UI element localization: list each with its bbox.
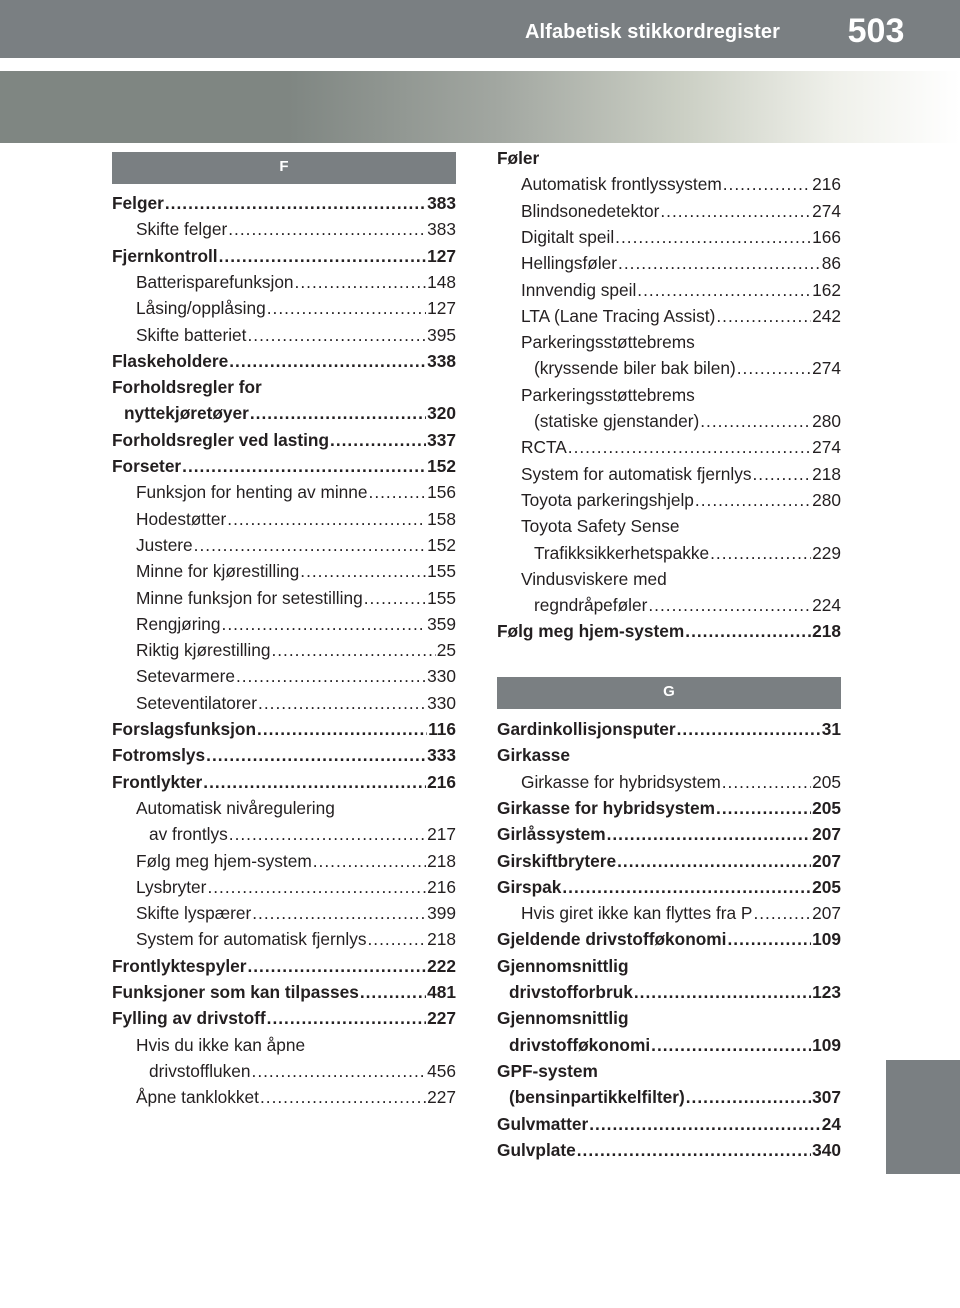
index-entry-page: 25 [436, 640, 456, 661]
index-entry-label: Skifte felger [136, 219, 228, 240]
leader-dots [271, 638, 435, 662]
index-entry-label: Frontlyktespyler [112, 955, 247, 976]
leader-dots [247, 323, 426, 347]
leader-dots [589, 1112, 821, 1136]
index-entry-page: 224 [812, 595, 841, 616]
index-entry-label: (bensinpartikkelfilter) [509, 1087, 685, 1108]
index-entry-label: drivstofforbruk [509, 982, 633, 1002]
index-entry-page: 218 [427, 850, 456, 871]
index-entry [497, 593, 841, 619]
index-entry-label: av frontlys [149, 824, 228, 845]
index-entry-page: 216 [427, 771, 456, 792]
leader-dots [330, 428, 426, 452]
index-entry-label: Girkasse for hybridsystem [521, 771, 721, 792]
index-title: Alfabetisk stikkordregister [524, 21, 780, 43]
index-entry [112, 217, 456, 243]
index-entry-label: Toyota Safety Sense [521, 516, 680, 537]
index-entry-page: 383 [427, 193, 456, 213]
leader-dots [228, 217, 426, 241]
index-entry-label: Toyota parkeringshjelp [521, 489, 694, 510]
index-entry-label: Riktig kjørestilling [136, 640, 271, 661]
index-entry [497, 172, 841, 198]
index-entry [112, 822, 456, 848]
index-entry [112, 743, 456, 769]
index-entry-label: Åpne tanklokket [136, 1087, 259, 1108]
index-entry-page: 481 [427, 982, 456, 1002]
index-entry [497, 199, 841, 225]
index-entry-label: Fjernkontroll [112, 245, 218, 266]
index-entry-label: Frontlykter [112, 771, 203, 792]
index-entry [497, 980, 841, 1006]
leader-dots [300, 559, 426, 583]
index-entry-page: 216 [427, 876, 456, 897]
index-entry-page: 31 [821, 719, 841, 739]
index-entry [497, 875, 841, 901]
index-entry [112, 349, 456, 375]
index-entry-page: 229 [812, 542, 841, 563]
index-entry [112, 244, 456, 270]
index-entry-page: 127 [427, 298, 456, 319]
index-entry [497, 954, 841, 980]
leader-dots [260, 1085, 426, 1109]
leader-dots [607, 822, 812, 846]
index-entry-label: System for automatisk fjernlys [521, 463, 752, 484]
leader-dots [716, 304, 811, 328]
leader-dots [267, 1006, 427, 1030]
index-entry-page: 152 [427, 456, 456, 476]
index-entry [112, 875, 456, 901]
index-entry-label: Føler [497, 148, 540, 168]
index-entry-label: Hellingsføler [521, 253, 618, 274]
index-entry [497, 1033, 841, 1059]
index-entry [112, 375, 456, 401]
section-header-g: G [497, 677, 841, 709]
index-entry [497, 770, 841, 796]
index-entry-label: regndråpeføler [534, 595, 648, 616]
index-entry-label: Fotromslys [112, 745, 206, 766]
index-entry-label: Forholdsregler for [112, 377, 262, 398]
header-bar [0, 0, 960, 58]
leader-dots [727, 927, 811, 951]
index-entry [112, 191, 456, 217]
index-entry-label: Rengjøring [136, 613, 221, 634]
index-entry-page: 383 [427, 219, 456, 240]
index-entry-label: Parkeringsstøttebrems [521, 332, 695, 353]
index-entry-page: 123 [812, 982, 841, 1002]
index-entry-label: Girkasse for hybridsystem [497, 797, 716, 818]
index-entry-label: (statiske gjenstander) [534, 411, 700, 431]
index-entry-label: (kryssende biler bak bilen) [534, 358, 736, 379]
index-entry [497, 409, 841, 435]
index-entry-label: Følg meg hjem-system [497, 621, 685, 642]
leader-dots [313, 849, 426, 873]
index-entry [112, 1006, 456, 1032]
leader-dots [562, 875, 811, 899]
index-entry [112, 717, 456, 743]
leader-dots [722, 770, 811, 794]
index-entry-label: Hvis giret ikke kan flyttes fra P [521, 903, 753, 924]
index-entry-page: 274 [812, 437, 841, 458]
index-entry-page: 205 [812, 876, 841, 897]
index-entry-page: 330 [427, 666, 456, 687]
index-entry-label: Skifte lyspærer [136, 903, 252, 924]
leader-dots [236, 664, 426, 688]
index-entry-page: 148 [427, 271, 456, 292]
index-entry-page: 216 [812, 174, 841, 195]
leader-dots [182, 454, 426, 478]
leader-dots [700, 409, 811, 433]
index-entry [112, 849, 456, 875]
leader-dots [737, 356, 811, 380]
leader-dots [203, 770, 426, 794]
index-entry [112, 980, 456, 1006]
index-entry [497, 567, 841, 593]
index-entry-page: 155 [427, 587, 456, 608]
index-entry-page: 227 [427, 1008, 456, 1029]
index-entry [497, 1112, 841, 1138]
index-entry-label: Girskiftbrytere [497, 850, 617, 871]
leader-dots [250, 401, 426, 425]
leader-dots [364, 586, 426, 610]
leader-dots [219, 244, 427, 268]
index-entry-page: 109 [812, 929, 841, 950]
index-entry-label: Gardinkollisjonsputer [497, 719, 676, 739]
index-entry-page: 127 [427, 245, 456, 266]
index-entry-page: 218 [812, 463, 841, 484]
leader-dots [206, 743, 426, 767]
index-entry [112, 796, 456, 822]
index-entry [497, 225, 841, 251]
index-entry [497, 927, 841, 953]
index-entry-page: 24 [821, 1113, 841, 1134]
leader-dots [637, 278, 811, 302]
index-entry [112, 612, 456, 638]
index-entry-label: Girkasse [497, 745, 571, 766]
index-entry-label: Innvendig speil [521, 279, 637, 300]
index-entry-page: 340 [812, 1139, 841, 1160]
leader-dots [165, 191, 426, 215]
index-entry [497, 514, 841, 540]
index-entry [497, 1006, 841, 1032]
leader-dots [660, 199, 811, 223]
section-thumb-tab [886, 1060, 960, 1174]
index-entry [112, 454, 456, 480]
index-entry-page: 395 [427, 324, 456, 345]
leader-dots [577, 1138, 811, 1162]
index-entry-page: 359 [427, 613, 456, 634]
index-entry-page: 205 [812, 771, 841, 792]
index-entry-label: Forholdsregler ved lasting [112, 429, 330, 450]
index-entry-label: drivstoffluken [149, 1060, 251, 1081]
index-entry-label: Felger [112, 193, 164, 213]
index-entry-page: 399 [427, 903, 456, 924]
leader-dots [295, 270, 427, 294]
index-entry-label: Automatisk nivåregulering [136, 797, 335, 818]
leader-dots [753, 901, 811, 925]
leader-dots [258, 691, 426, 715]
index-entry-page: 330 [427, 692, 456, 713]
index-entry-label: drivstofføkonomi [509, 1034, 651, 1055]
leader-dots [252, 901, 426, 925]
index-entry-label: Gulvmatter [497, 1113, 589, 1134]
index-entry-page: 280 [812, 411, 841, 431]
index-entry-page: 320 [427, 403, 456, 424]
index-entry-page: 158 [427, 508, 456, 529]
index-entry-label: Justere [136, 534, 193, 555]
index-entry-label: System for automatisk fjernlys [136, 929, 367, 950]
index-entry-label: Fylling av drivstoff [112, 1008, 266, 1029]
index-entry-label: Batterisparefunksjon [136, 271, 294, 292]
index-entry [497, 1059, 841, 1085]
leader-dots [368, 927, 427, 951]
index-entry-label: Skifte batteriet [136, 324, 247, 345]
index-entry [497, 717, 841, 743]
index-entry [112, 927, 456, 953]
leader-dots [222, 612, 427, 636]
index-entry [112, 533, 456, 559]
index-entry [112, 428, 456, 454]
index-entry-label: Følg meg hjem-system [136, 850, 312, 871]
index-entry-label: Funksjoner som kan tilpasses [112, 982, 359, 1002]
index-entry [112, 691, 456, 717]
index-entry-label: Gjennomsnittlig [497, 1008, 629, 1029]
index-entry-label: Minne funksjon for setestilling [136, 587, 363, 608]
index-entry-label: Hvis du ikke kan åpne [136, 1034, 306, 1055]
leader-dots [568, 435, 811, 459]
index-entry-label: Låsing/opplåsing [136, 298, 266, 319]
index-entry [497, 619, 841, 645]
index-entry-page: 116 [428, 719, 456, 739]
index-entry-label: Forseter [112, 456, 182, 476]
index-entry-label: Lysbryter [136, 876, 207, 897]
index-entry [497, 796, 841, 822]
index-entry-page: 86 [821, 253, 841, 274]
leader-dots [677, 717, 821, 741]
index-entry-label: Blindsonedetektor [521, 200, 660, 221]
leader-dots [710, 541, 811, 565]
index-entry-page: 456 [427, 1060, 456, 1081]
index-entry-label: Minne for kjørestilling [136, 561, 300, 582]
leader-dots [229, 349, 426, 373]
index-entry [497, 541, 841, 567]
leader-dots [207, 875, 426, 899]
index-entry [112, 480, 456, 506]
leader-dots [615, 225, 811, 249]
leader-dots [227, 507, 426, 531]
index-entry-page: 218 [427, 929, 456, 950]
leader-dots [716, 796, 811, 820]
leader-dots [360, 980, 426, 1004]
leader-dots [686, 1085, 811, 1109]
index-entry-label: GPF-system [497, 1060, 598, 1081]
index-entry-label: Girlåssystem [497, 824, 606, 845]
leader-dots [267, 296, 426, 320]
index-entry-label: LTA (Lane Tracing Assist) [521, 305, 716, 326]
index-entry-page: 207 [812, 903, 841, 924]
index-entry-page: 242 [812, 305, 841, 326]
index-entry-page: 337 [427, 429, 456, 450]
index-entry-label: Hodestøtter [136, 508, 227, 529]
section-header-f: F [112, 152, 456, 184]
leader-dots [252, 1059, 427, 1083]
index-entry [497, 330, 841, 356]
leader-dots [753, 462, 812, 486]
index-entry [497, 251, 841, 277]
index-entry [112, 270, 456, 296]
index-entry-page: 333 [427, 745, 456, 766]
index-entry [112, 901, 456, 927]
index-entry [112, 507, 456, 533]
index-entry-page: 338 [427, 350, 456, 371]
leader-dots [257, 717, 427, 741]
index-entry [112, 401, 456, 427]
index-entry-page: 166 [812, 226, 841, 247]
index-entry-label: Vindusviskere med [521, 568, 667, 589]
index-entry-label: Automatisk frontlyssystem [521, 174, 722, 195]
leader-dots [634, 980, 811, 1004]
leader-dots [247, 954, 426, 978]
index-entry [112, 1033, 456, 1059]
leader-dots [194, 533, 426, 557]
index-entry-page: 205 [812, 797, 841, 818]
index-entry [112, 296, 456, 322]
index-entry-page: 217 [427, 824, 456, 845]
index-entry [112, 323, 456, 349]
index-entry-page: 274 [812, 200, 841, 221]
index-entry [497, 278, 841, 304]
leader-dots [618, 251, 821, 275]
index-entry [112, 770, 456, 796]
leader-dots [695, 488, 811, 512]
leader-dots [617, 849, 811, 873]
index-entry-label: Flaskeholdere [112, 350, 229, 371]
index-entry-page: 218 [812, 621, 841, 642]
index-entry [497, 435, 841, 461]
index-entry [497, 822, 841, 848]
leader-dots [685, 619, 811, 643]
index-entry-page: 207 [812, 850, 841, 871]
index-entry-page: 156 [427, 482, 456, 503]
leader-dots [369, 480, 427, 504]
index-entry [497, 849, 841, 875]
index-entry-label: Gjeldende drivstofføkonomi [497, 929, 727, 950]
leader-dots [229, 822, 426, 846]
index-entry [112, 1085, 456, 1111]
index-entry [497, 462, 841, 488]
index-entry-label: Forslagsfunksjon [112, 719, 257, 739]
index-entry [497, 304, 841, 330]
index-entry [497, 1138, 841, 1164]
index-entry [112, 586, 456, 612]
index-entry-label: RCTA [521, 437, 567, 458]
index-entry [497, 488, 841, 514]
index-entry-page: 222 [427, 955, 456, 976]
leader-dots [648, 593, 811, 617]
index-entry-label: Parkeringsstøttebrems [521, 384, 695, 405]
decorative-gradient-band [0, 71, 960, 143]
index-entry-page: 162 [812, 279, 841, 300]
index-entry [112, 954, 456, 980]
index-entry-label: Gulvplate [497, 1139, 576, 1160]
index-entry [112, 664, 456, 690]
index-entry [112, 638, 456, 664]
index-entry-label: nyttekjøretøyer [124, 403, 249, 424]
index-entry [497, 901, 841, 927]
index-entry [497, 356, 841, 382]
index-entry-label: Girspak [497, 876, 562, 897]
index-entry-page: 227 [427, 1087, 456, 1108]
index-entry [497, 146, 841, 172]
index-entry-label: Digitalt speil [521, 226, 615, 247]
leader-dots [651, 1033, 811, 1057]
index-entry-label: Funksjon for henting av minne [136, 482, 368, 503]
index-entry [112, 559, 456, 585]
index-entry-label: Seteventilatorer [136, 692, 258, 713]
index-entry [497, 383, 841, 409]
index-entry-page: 207 [812, 824, 841, 845]
index-entry [497, 1085, 841, 1111]
page-number: 503 [847, 12, 905, 50]
index-entry-page: 155 [427, 561, 456, 582]
index-entry [112, 1059, 456, 1085]
index-entry-page: 280 [812, 489, 841, 510]
index-entry-page: 307 [812, 1087, 841, 1108]
leader-dots [723, 172, 811, 196]
index-entry-label: Trafikksikkerhetspakke [534, 542, 710, 563]
index-entry-page: 274 [812, 358, 841, 379]
index-entry [497, 743, 841, 769]
index-entry-label: Gjennomsnittlig [497, 955, 629, 976]
index-entry-label: Setevarmere [136, 666, 235, 687]
index-entry-page: 152 [427, 534, 456, 555]
index-entry-page: 109 [812, 1034, 841, 1055]
